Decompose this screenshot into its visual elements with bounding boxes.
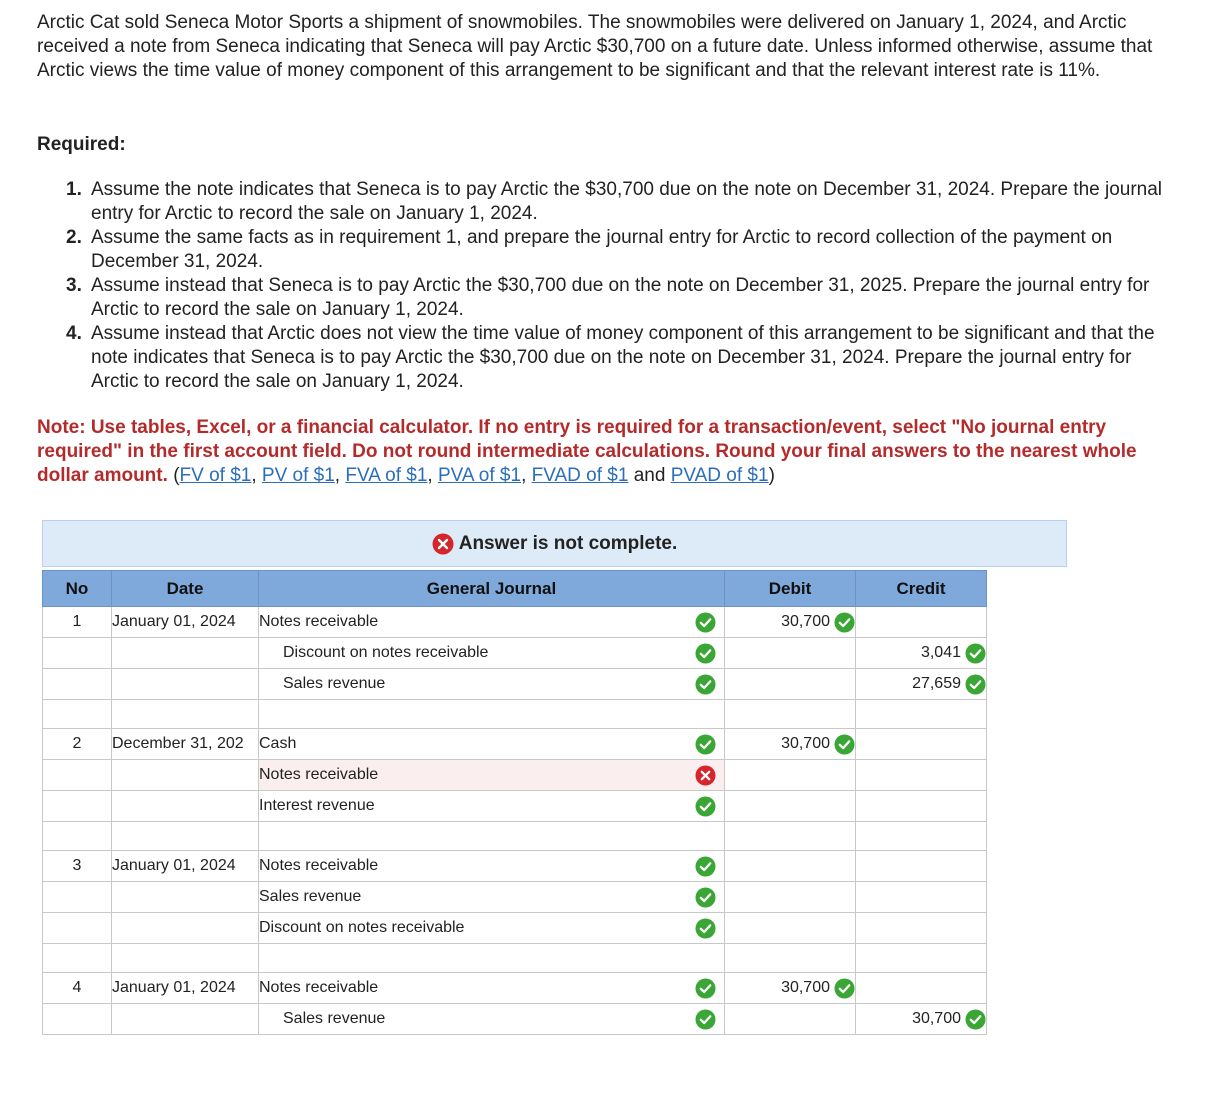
link-pv[interactable]: PV of $1 (261, 465, 335, 486)
date-field[interactable] (112, 638, 259, 669)
correct-icon (695, 643, 716, 664)
table-row (43, 760, 987, 791)
correct-icon (695, 796, 716, 817)
date-field[interactable] (112, 913, 259, 944)
date-field[interactable] (112, 882, 259, 913)
correct-icon (965, 643, 986, 664)
date-field[interactable] (112, 822, 259, 851)
debit-field[interactable] (725, 729, 856, 760)
entry-number (43, 882, 112, 913)
link-fvad[interactable]: FVAD of $1 (531, 465, 629, 486)
credit-amount: 30,700 (912, 1010, 961, 1027)
table-row (43, 638, 987, 669)
date-field[interactable]: December 31, 202 (112, 729, 259, 760)
date-field[interactable]: January 01, 2024 (112, 607, 259, 638)
account-field[interactable] (259, 913, 725, 944)
date-field[interactable]: January 01, 2024 (112, 973, 259, 1004)
table-header (43, 571, 987, 607)
credit-field[interactable] (856, 700, 987, 729)
note (37, 416, 1187, 488)
account-field[interactable] (259, 760, 725, 791)
debit-field[interactable] (725, 760, 856, 791)
table-row (43, 851, 987, 882)
date-field[interactable] (112, 760, 259, 791)
entry-number (43, 638, 112, 669)
table-row (43, 607, 987, 638)
requirement-item: 2. Assume the same facts as in requirement 1, and prepare the journal entry for Arctic to record collection of the payment on December 31, 2024. (66, 227, 1113, 272)
debit-field[interactable] (725, 669, 856, 700)
header-debit: Debit (725, 571, 856, 607)
account-name: Cash (259, 735, 297, 752)
debit-field[interactable] (725, 607, 856, 638)
entry-number: 3 (43, 851, 112, 882)
account-name: Sales revenue (283, 675, 386, 692)
required-heading: Required: (37, 134, 126, 155)
account-name: Interest revenue (259, 797, 375, 814)
debit-field[interactable] (725, 700, 856, 729)
account-field[interactable] (259, 638, 725, 669)
table-row (43, 791, 987, 822)
link-fva[interactable]: FVA of $1 (345, 465, 428, 486)
account-name: Discount on notes receivable (283, 644, 489, 661)
entry-number (43, 944, 112, 973)
account-name: Notes receivable (259, 979, 379, 996)
table-row (43, 973, 987, 1004)
table-row (43, 729, 987, 760)
credit-field[interactable] (856, 1004, 987, 1035)
account-name: Discount on notes receivable (259, 919, 465, 936)
header-general-journal: General Journal (259, 571, 725, 607)
account-field[interactable] (259, 822, 725, 851)
credit-field[interactable] (856, 944, 987, 973)
account-name: Notes receivable (259, 857, 379, 874)
header-date: Date (112, 571, 259, 607)
debit-field[interactable] (725, 944, 856, 973)
account-field[interactable] (259, 669, 725, 700)
account-name: Notes receivable (259, 613, 379, 630)
banner-text: Answer is not complete. (458, 532, 678, 554)
correct-icon (695, 856, 716, 877)
account-field[interactable] (259, 729, 725, 760)
correct-icon (695, 918, 716, 939)
note-text: Note: Use tables, Excel, or a financial calculator. If no entry is required for a transaction/event, select "No journal entry required" in the first account field. Do not round intermediate calculations. Round your final answers to the nearest whole dollar amount. (37, 417, 1137, 486)
correct-icon (695, 1009, 716, 1030)
debit-field[interactable] (725, 791, 856, 822)
debit-amount: 30,700 (781, 613, 830, 630)
debit-field[interactable] (725, 913, 856, 944)
link-pva[interactable]: PVA of $1 (437, 465, 522, 486)
correct-icon (695, 734, 716, 755)
correct-icon (695, 887, 716, 908)
date-field[interactable]: January 01, 2024 (112, 851, 259, 882)
requirement-item: 4. Assume instead that Arctic does not view the time value of money component of this arrangement to be significant and that the note indicates that Seneca is to pay Arctic the $30,700 due on the note on December 31, 2024. Prepare the journal entry for Arctic to record the sale on January 1, 2024. (66, 323, 1155, 392)
correct-icon (834, 978, 855, 999)
entry-number (43, 913, 112, 944)
account-name: Sales revenue (259, 888, 362, 905)
general-journal-table (42, 570, 987, 1035)
date-field[interactable] (112, 669, 259, 700)
debit-field[interactable] (725, 851, 856, 882)
requirements-list (66, 178, 1176, 394)
debit-field[interactable] (725, 822, 856, 851)
account-field[interactable] (259, 700, 725, 729)
account-field[interactable] (259, 944, 725, 973)
credit-amount: 27,659 (912, 675, 961, 692)
correct-icon (965, 1009, 986, 1030)
problem-intro: Arctic Cat sold Seneca Motor Sports a shipment of snowmobiles. The snowmobiles were delivered on January 1, 2024, and Arctic received a note from Seneca indicating that Seneca will pay Arctic $30,700 on a future date. Unless informed otherwise, assume that Arctic views the time value of money component of this arrangement to be significant and that the relevant interest rate is 11%. (37, 12, 1153, 81)
debit-field[interactable] (725, 973, 856, 1004)
debit-field[interactable] (725, 882, 856, 913)
header-credit: Credit (856, 571, 987, 607)
entry-number (43, 669, 112, 700)
credit-field[interactable] (856, 669, 987, 700)
credit-field[interactable] (856, 851, 987, 882)
entry-number (43, 700, 112, 729)
account-name: Sales revenue (283, 1010, 386, 1027)
account-field[interactable] (259, 882, 725, 913)
correct-icon (834, 612, 855, 633)
table-links: (FV of $1, PV of $1, FVA of $1, PVA of $1, FVAD of $1 and PVAD of $1) (173, 465, 775, 486)
entry-number: 4 (43, 973, 112, 1004)
table-row (43, 700, 987, 729)
credit-amount: 3,041 (920, 644, 961, 661)
table-row (43, 1004, 987, 1035)
account-field[interactable] (259, 851, 725, 882)
credit-field[interactable] (856, 973, 987, 1004)
account-field[interactable] (259, 1004, 725, 1035)
correct-icon (965, 674, 986, 695)
table-row (43, 669, 987, 700)
table-row (43, 822, 987, 851)
correct-icon (695, 978, 716, 999)
debit-amount: 30,700 (781, 979, 830, 996)
account-field[interactable] (259, 973, 725, 1004)
answer-status-banner (42, 520, 1067, 567)
debit-amount: 30,700 (781, 735, 830, 752)
table-row (43, 913, 987, 944)
account-field[interactable] (259, 607, 725, 638)
table-row (43, 944, 987, 973)
credit-field[interactable] (856, 607, 987, 638)
incorrect-icon (432, 533, 454, 555)
credit-field[interactable] (856, 913, 987, 944)
entry-number (43, 760, 112, 791)
entry-number (43, 822, 112, 851)
link-pvad[interactable]: PVAD of $1 (670, 465, 769, 486)
debit-field[interactable] (725, 638, 856, 669)
account-name: Notes receivable (259, 766, 379, 783)
entry-number (43, 791, 112, 822)
entry-number: 2 (43, 729, 112, 760)
header-no: No (43, 571, 112, 607)
requirement-item: 1. Assume the note indicates that Seneca is to pay Arctic the $30,700 due on the note on December 31, 2024. Prepare the journal entry for Arctic to record the sale on January 1, 2024. (66, 179, 1163, 224)
credit-field[interactable] (856, 822, 987, 851)
credit-field[interactable] (856, 791, 987, 822)
account-field[interactable] (259, 791, 725, 822)
link-fv[interactable]: FV of $1 (179, 465, 252, 486)
table-row (43, 882, 987, 913)
correct-icon (695, 612, 716, 633)
incorrect-icon (695, 765, 716, 786)
debit-field[interactable] (725, 1004, 856, 1035)
credit-field[interactable] (856, 760, 987, 791)
date-field[interactable] (112, 1004, 259, 1035)
credit-field[interactable] (856, 729, 987, 760)
date-field[interactable] (112, 791, 259, 822)
entry-number: 1 (43, 607, 112, 638)
credit-field[interactable] (856, 882, 987, 913)
date-field[interactable] (112, 944, 259, 973)
date-field[interactable] (112, 700, 259, 729)
correct-icon (834, 734, 855, 755)
entry-number (43, 1004, 112, 1035)
requirement-item: 3. Assume instead that Seneca is to pay Arctic the $30,700 due on the note on December 31, 2025. Prepare the journal entry for Arctic to record the sale on January 1, 2024. (66, 275, 1150, 320)
correct-icon (695, 674, 716, 695)
credit-field[interactable] (856, 638, 987, 669)
